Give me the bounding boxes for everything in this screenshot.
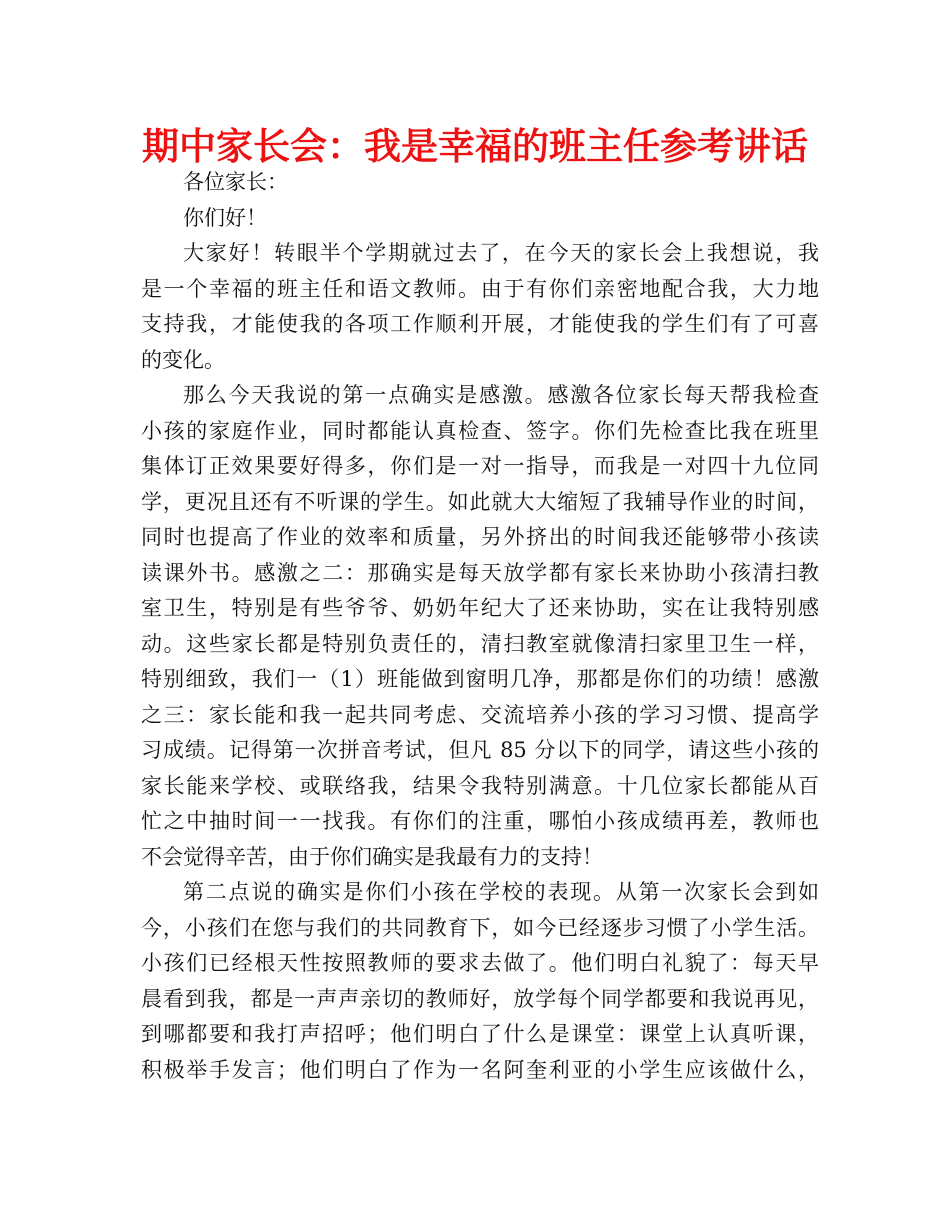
paragraph-line: 同时也提高了作业的效率和质量，另外挤出的时间我还能够带小孩读 [141, 525, 819, 549]
paragraph-line: 大家好！转眼半个学期就过去了，在今天的家长会上我想说，我 [183, 241, 819, 265]
paragraph-line: 今，小孩们在您与我们的共同教育下，如今已经逐步习惯了小学生活。 [141, 915, 819, 940]
paragraph-line: 是一个幸福的班主任和语文教师。由于有你们亲密地配合我，大力地 [141, 276, 819, 301]
paragraph-line: 忙之中抽时间一一找我。有你们的注重，哪怕小孩成绩再差，教师也 [141, 809, 819, 833]
paragraph-line: 那么今天我说的第一点确实是感激。感激各位家长每天帮我检查 [183, 383, 819, 407]
document-body [141, 165, 819, 1088]
paragraph-line: 之三：家长能和我一起共同考虑、交流培养小孩的学习习惯、提高学 [141, 702, 819, 727]
paragraph-line: 室卫生，特别是有些爷爷、奶奶年纪大了还来协助，实在让我特别感 [141, 596, 819, 620]
document-title: 期中家长会：我是幸福的班主任参考讲话 [142, 125, 808, 168]
paragraph-line: 动。这些家长都是特别负责任的，清扫教室就像清扫家里卫生一样， [141, 631, 819, 656]
paragraph-line: 学，更况且还有不听课的学生。如此就大大缩短了我辅导作业的时间， [141, 489, 819, 514]
paragraph-line: 集体订正效果要好得多，你们是一对一指导，而我是一对四十九位同 [141, 454, 819, 478]
paragraph-line: 读课外书。感激之二：那确实是每天放学都有家长来协助小孩清扫教 [141, 560, 819, 585]
paragraph-line: 各位家长： [183, 170, 288, 194]
paragraph [141, 378, 819, 875]
paragraph [141, 236, 819, 378]
paragraph-line: 不会觉得辛苦，由于你们确实是我最有力的支持！ [141, 844, 603, 869]
paragraph-line: 小孩的家庭作业，同时都能认真检查、签字。你们先检查比我在班里 [141, 418, 819, 443]
paragraph-line: 的变化。 [141, 347, 225, 372]
paragraph-line: 你们好！ [183, 205, 267, 230]
paragraph-line: 晨看到我，都是一声声亲切的教师好，放学每个同学都要和我说再见， [141, 986, 819, 1011]
paragraph-line: 习成绩。记得第一次拼音考试，但凡 85 分以下的同学，请这些小孩的 [141, 738, 819, 762]
paragraph-line: 特别细致，我们一（1）班能做到窗明几净，那都是你们的功绩！感激 [141, 667, 819, 691]
paragraph-line: 家长能来学校、或联络我，结果令我特别满意。十几位家长都能从百 [141, 773, 819, 798]
paragraph [141, 165, 819, 201]
paragraph-line: 积极举手发言；他们明白了作为一名阿奎利亚的小学生应该做什么， [141, 1057, 819, 1082]
paragraph-line: 小孩们已经根天性按照教师的要求去做了。他们明白礼貌了：每天早 [141, 951, 819, 975]
paragraph [141, 875, 819, 1088]
paragraph-line: 到哪都要和我打声招呼；他们明白了什么是课堂：课堂上认真听课， [141, 1022, 819, 1046]
paragraph-line: 支持我，才能使我的各项工作顺利开展，才能使我的学生们有了可喜 [141, 312, 819, 336]
paragraph [141, 201, 819, 237]
paragraph-line: 第二点说的确实是你们小孩在学校的表现。从第一次家长会到如 [183, 880, 819, 904]
